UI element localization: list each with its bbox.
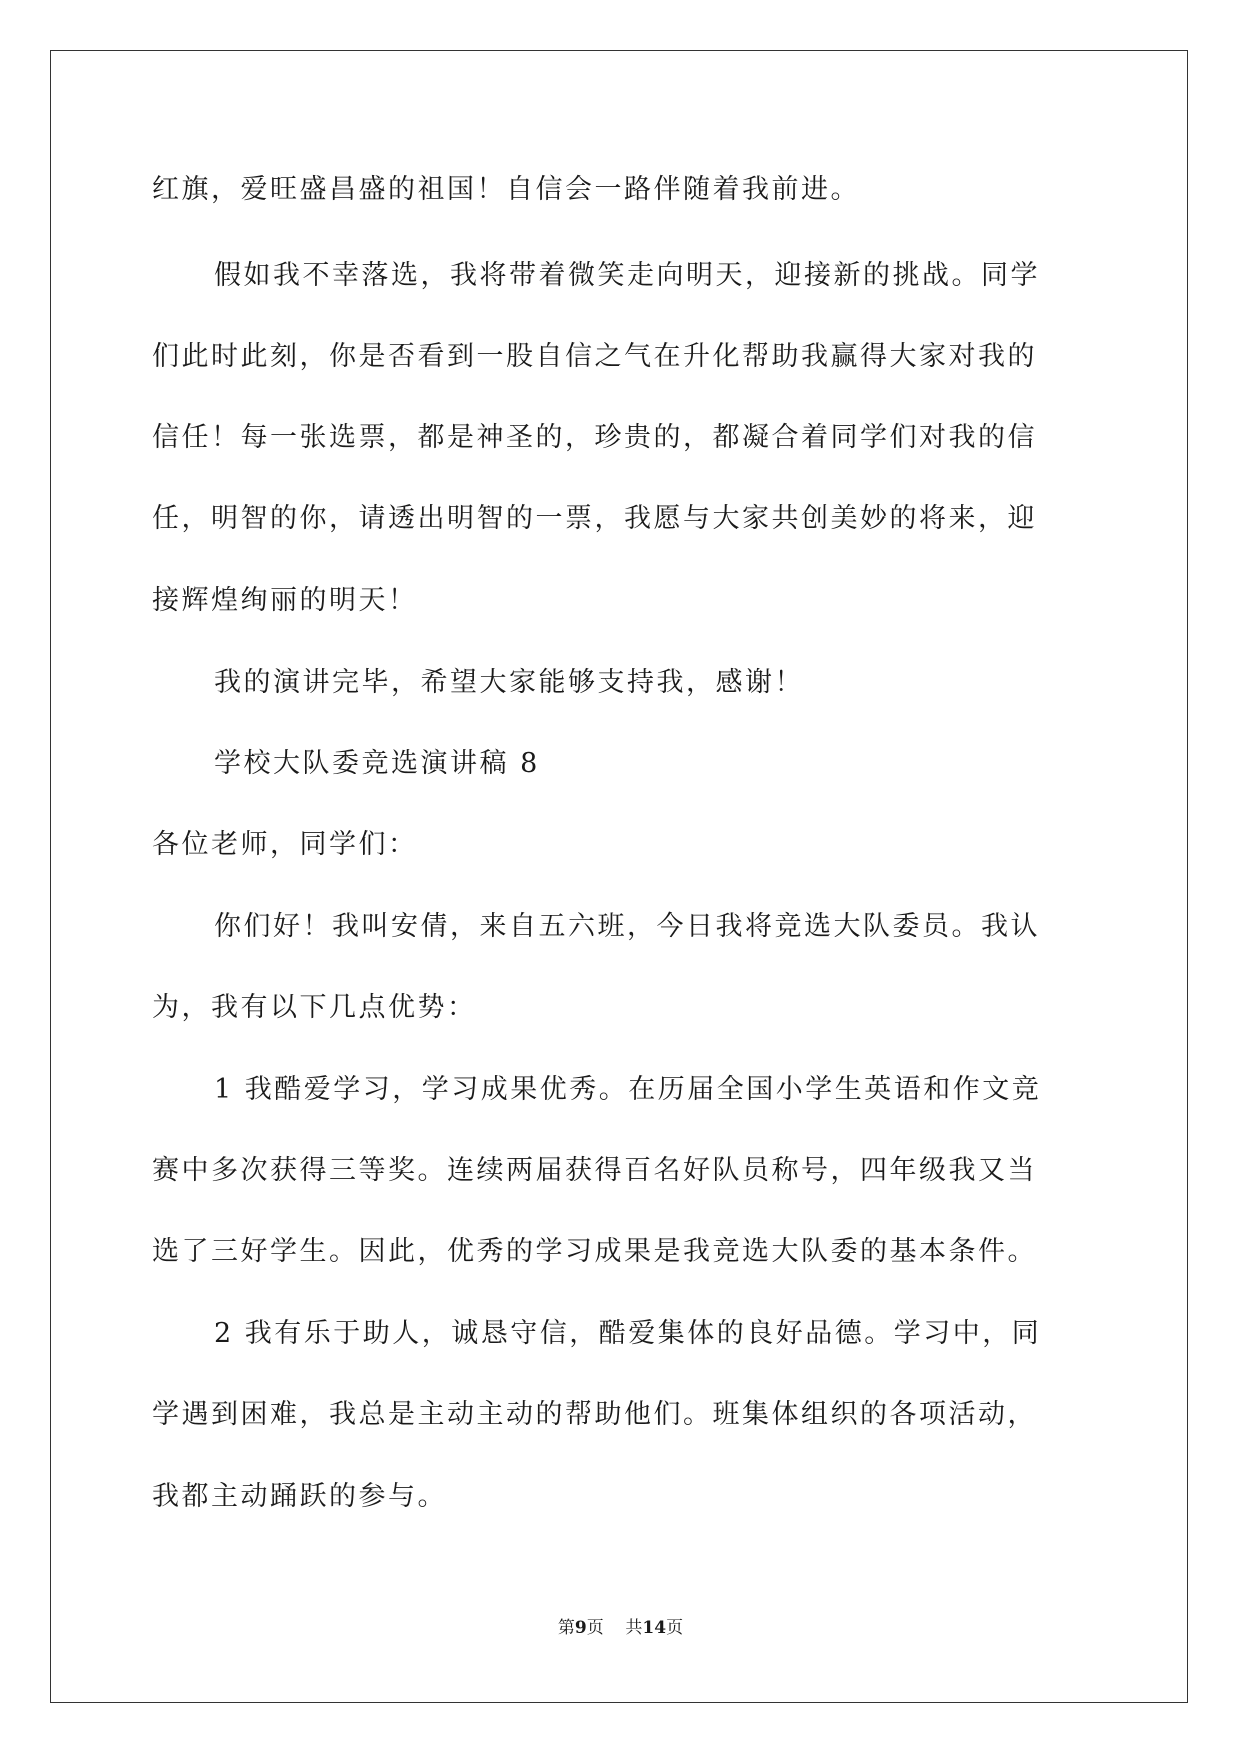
footer-total-prefix: 共 [625,1618,643,1638]
footer-page-suffix: 页 [586,1618,604,1638]
text-line: 任，明智的你，请透出明智的一票，我愿与大家共创美妙的将来，迎 [152,503,1037,534]
text-line: 赛中多次获得三等奖。连续两届获得百名好队员称号，四年级我又当 [152,1155,1037,1186]
text-line: 信任！每一张选票，都是神圣的，珍贵的，都凝合着同学们对我的信 [152,422,1037,453]
page-footer [0,1617,1241,1639]
text-line: 选了三好学生。因此，优秀的学习成果是我竞选大队委的基本条件。 [152,1236,1037,1267]
footer-page-total: 14 [642,1618,667,1638]
text-line: 1 我酷爱学习，学习成果优秀。在历届全国小学生英语和作文竞 [214,1074,1042,1105]
text-line: 我的演讲完毕，希望大家能够支持我，感谢！ [214,667,804,698]
text-line: 学遇到困难，我总是主动主动的帮助他们。班集体组织的各项活动， [152,1399,1037,1430]
text-line: 假如我不幸落选，我将带着微笑走向明天，迎接新的挑战。同学 [214,260,1040,291]
text-line: 们此时此刻，你是否看到一股自信之气在升化帮助我赢得大家对我的 [152,341,1037,372]
section-heading: 学校大队委竞选演讲稿 8 [214,748,540,779]
text-line: 接辉煌绚丽的明天！ [152,585,418,616]
footer-page-prefix: 第 [557,1618,575,1638]
text-line: 2 我有乐于助人，诚恳守信，酷爱集体的良好品德。学习中，同 [214,1318,1042,1349]
text-line: 红旗，爱旺盛昌盛的祖国！自信会一路伴随着我前进。 [152,174,860,205]
text-line: 我都主动踊跃的参与。 [152,1481,447,1512]
salutation: 各位老师，同学们： [152,829,418,860]
page-border [50,50,1188,1703]
text-line: 为，我有以下几点优势： [152,992,477,1023]
text-line: 你们好！我叫安倩，来自五六班，今日我将竞选大队委员。我认 [214,911,1040,942]
footer-total-suffix: 页 [666,1618,684,1638]
footer-page-current: 9 [574,1618,587,1638]
